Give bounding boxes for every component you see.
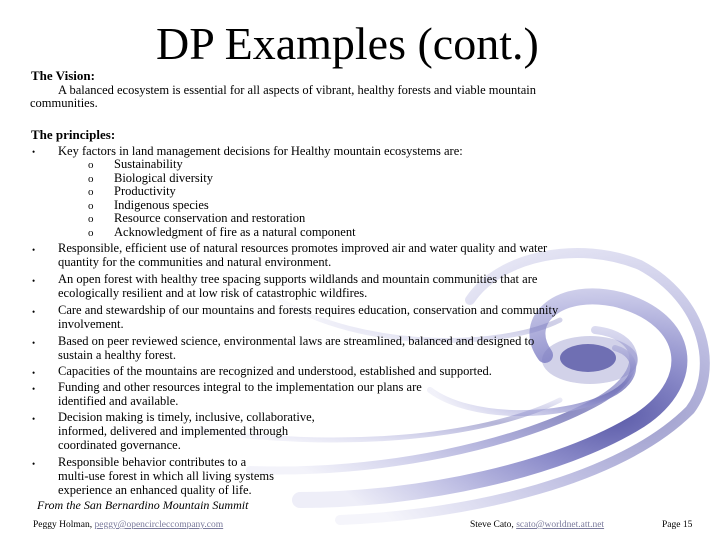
sub-item: Resource conservation and restoration	[114, 211, 306, 225]
bullet-marker: •	[32, 459, 36, 469]
sub-marker: o	[88, 159, 94, 171]
principles-label: The principles:	[31, 127, 116, 142]
principles-intro: Key factors in land management decisions for Healthy mountain ecosystems are:	[58, 144, 463, 158]
sub-item: Productivity	[114, 184, 176, 198]
sub-marker: o	[88, 213, 94, 225]
sub-marker: o	[88, 173, 94, 185]
slide-title: DP Examples (cont.)	[156, 18, 539, 69]
vision-text	[30, 83, 618, 110]
footer-right	[470, 520, 604, 530]
footer-contact-email-link[interactable]: scato@worldnet.att.net	[516, 520, 605, 530]
bullet-text: Care and stewardship of our mountains and forests requires education, conservation and community	[58, 303, 559, 317]
bullet-text: identified and available.	[58, 394, 179, 408]
bullet-marker: •	[32, 338, 36, 348]
bullet-marker: •	[32, 384, 36, 394]
sub-marker: o	[88, 227, 94, 239]
vision-label: The Vision:	[31, 68, 95, 83]
bullet-text: sustain a healthy forest.	[58, 348, 177, 362]
sub-item: Acknowledgment of fire as a natural component	[114, 225, 356, 239]
bullet-marker: •	[32, 307, 36, 317]
bullet-text: experience an enhanced quality of life.	[58, 483, 252, 497]
footer-author-email-link[interactable]: peggy@opencircleccompany.com	[94, 520, 224, 530]
sub-marker: o	[88, 186, 94, 198]
bullet-text: involvement.	[58, 317, 124, 331]
sub-item: Sustainability	[114, 157, 183, 171]
source-quote: From the San Bernardino Mountain Summit	[37, 498, 249, 512]
bullet-marker: •	[32, 414, 36, 424]
bullet-text: ecologically resilient and at low risk of catastrophic wildfires.	[58, 286, 368, 300]
bullet-text: Based on peer reviewed science, environmental laws are streamlined, balanced and designed to	[58, 334, 535, 348]
bullet-text: coordinated governance.	[58, 438, 181, 452]
footer-author-name: Peggy Holman,	[33, 520, 95, 530]
bullet-text: An open forest with healthy tree spacing supports wildlands and mountain communities that are	[58, 272, 538, 286]
bullet-text: informed, delivered and implemented through	[58, 424, 289, 438]
bullet-marker: •	[32, 276, 36, 286]
vision-text-line-1: A balanced ecosystem is essential for all aspects of vibrant, healthy forests and viable mountain	[58, 83, 536, 97]
footer-left	[33, 520, 223, 530]
vision-text-line-2: communities.	[30, 96, 98, 110]
sub-marker: o	[88, 200, 94, 212]
page-number: Page 15	[662, 520, 693, 530]
bullet-text: quantity for the communities and natural environment.	[58, 255, 332, 269]
bullet-marker: •	[32, 245, 36, 255]
bullet-text: Capacities of the mountains are recognized and understood, established and supported.	[58, 364, 492, 378]
bullet-marker: •	[32, 147, 36, 157]
bullet-text: Funding and other resources integral to the implementation our plans are	[58, 380, 422, 394]
bullet-marker: •	[32, 368, 36, 378]
bullet-text: multi-use forest in which all living systems	[58, 469, 274, 483]
bullet-text: Decision making is timely, inclusive, collaborative,	[58, 410, 315, 424]
bullet-text: Responsible behavior contributes to a	[58, 455, 247, 469]
sub-item: Indigenous species	[114, 198, 209, 212]
footer-contact-name: Steve Cato,	[470, 520, 517, 530]
bullet-text: Responsible, efficient use of natural resources promotes improved air and water quality and water	[58, 241, 548, 255]
sub-item: Biological diversity	[114, 171, 213, 185]
